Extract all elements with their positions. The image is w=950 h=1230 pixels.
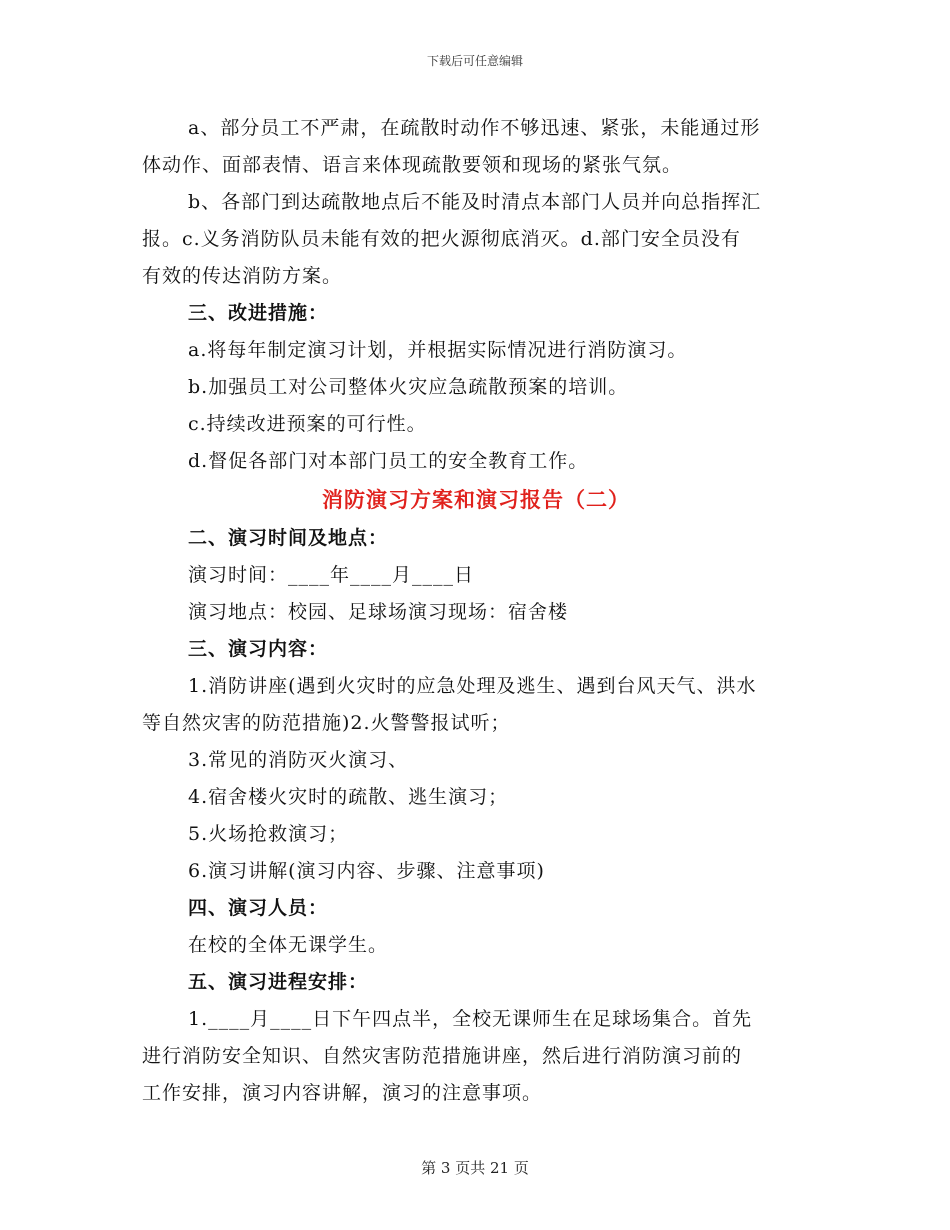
content-item-line: 1.消防讲座(遇到火灾时的应急处理及逃生、遇到台风天气、洪水 [188, 675, 757, 697]
content-item: 4.宿舍楼火灾时的疏散、逃生演习； [188, 786, 509, 808]
content-item: 3.常见的消防灭火演习、 [188, 749, 409, 771]
schedule-line: 工作安排，演习内容讲解，演习的注意事项。 [142, 1082, 543, 1104]
people-text: 在校的全体无课学生。 [188, 934, 389, 956]
list-item: c.持续改进预案的可行性。 [188, 413, 427, 435]
list-item: b.加强员工对公司整体火灾应急疏散预案的培训。 [188, 376, 629, 398]
schedule-line: 进行消防安全知识、自然灾害防范措施讲座，然后进行消防演习前的 [142, 1045, 743, 1067]
paragraph-b-line: b、各部门到达疏散地点后不能及时清点本部门人员并向总指挥汇 [188, 191, 762, 213]
section-title: 消防演习方案和演习报告（二） [322, 487, 630, 512]
paragraph-a-line: a、部分员工不严肃，在疏散时动作不够迅速、紧张，未能通过形 [188, 117, 761, 139]
content-item-line: 等自然灾害的防范措施)2.火警警报试听； [142, 712, 511, 734]
heading-time-place: 二、演习时间及地点： [188, 527, 389, 549]
paragraph-b-line: 有效的传达消防方案。 [142, 265, 343, 287]
schedule-line: 1.____月____日下午四点半，全校无课师生在足球场集合。首先 [188, 1008, 753, 1030]
page-header: 下载后可任意编辑 [426, 54, 523, 68]
heading-content: 三、演习内容： [188, 638, 329, 660]
paragraph-a-line: 体动作、面部表情、语言来体现疏散要领和现场的紧张气氛。 [142, 154, 683, 176]
drill-place: 演习地点：校园、足球场演习现场：宿舍楼 [188, 601, 569, 623]
heading-improvement: 三、改进措施： [188, 302, 329, 324]
page-footer: 第 3 页共 21 页 [421, 1159, 529, 1177]
paragraph-b-line: 报。c.义务消防队员未能有效的把火源彻底消灭。d.部门安全员没有 [142, 228, 741, 250]
content-item: 5.火场抢救演习； [188, 823, 349, 845]
list-item: d.督促各部门对本部门员工的安全教育工作。 [188, 450, 589, 472]
heading-people: 四、演习人员： [188, 897, 329, 919]
document-body [142, 110, 810, 1112]
content-item: 6.演习讲解(演习内容、步骤、注意事项) [188, 860, 545, 882]
list-item: a.将每年制定演习计划，并根据实际情况进行消防演习。 [188, 339, 688, 361]
heading-schedule: 五、演习进程安排： [188, 971, 369, 993]
drill-time: 演习时间：____年____月____日 [188, 564, 475, 586]
